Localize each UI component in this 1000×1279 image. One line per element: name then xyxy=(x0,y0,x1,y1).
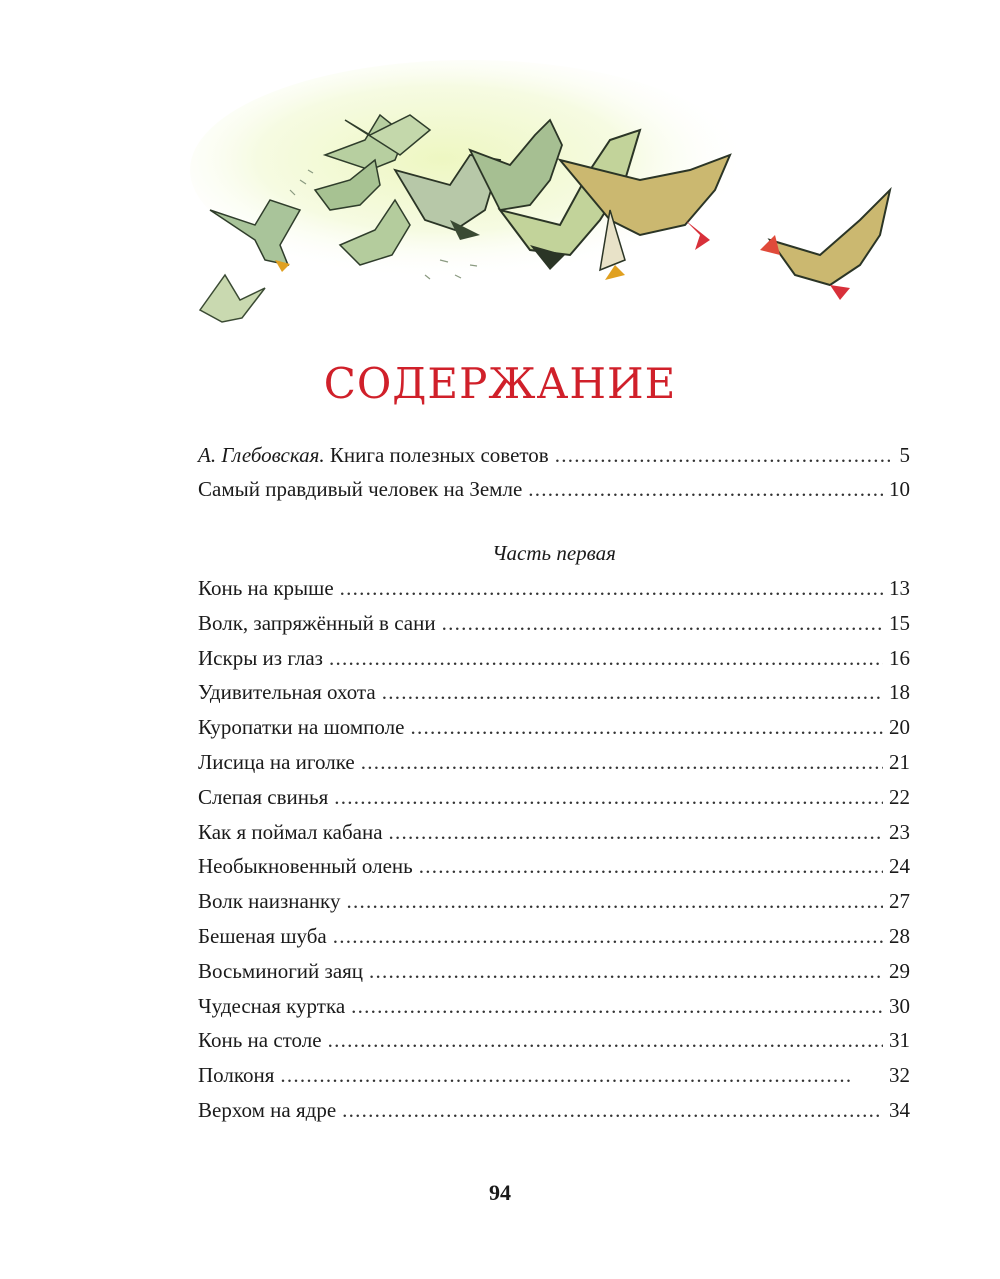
toc-entry-page: 28 xyxy=(889,924,910,948)
toc-entry-page: 27 xyxy=(889,889,910,914)
duck-icon xyxy=(760,190,890,300)
toc-entry-label: Волк наизнанку xyxy=(198,889,341,914)
toc-entry xyxy=(198,745,910,779)
toc-entry xyxy=(198,780,910,814)
toc-entry xyxy=(198,919,910,953)
toc-entry-page: 23 xyxy=(889,819,910,844)
toc-entry xyxy=(198,606,910,640)
page-number: 94 xyxy=(489,1180,511,1205)
toc-entry xyxy=(198,710,910,744)
toc-entry-intro-glebovskaya xyxy=(198,438,910,472)
toc-entry-label: Искры из глаз xyxy=(198,645,323,670)
toc-entry-page: 18 xyxy=(889,680,910,705)
toc-entry-page: 22 xyxy=(889,784,910,809)
toc-entry-page: 20 xyxy=(889,715,910,740)
toc-entry-label: Чудесная куртка xyxy=(198,993,346,1018)
toc-entry xyxy=(198,1058,910,1092)
toc-entry-label: Верхом на ядре xyxy=(198,1098,337,1122)
toc-entry-intro-truthful-man xyxy=(198,472,910,506)
dot-leader xyxy=(329,641,883,675)
toc-entry-page: 5 xyxy=(899,443,910,467)
dot-leader xyxy=(333,919,883,953)
dot-leader xyxy=(528,472,883,506)
small-bird-icon xyxy=(200,275,265,322)
toc-entry-page: 24 xyxy=(889,854,910,879)
toc-entry-label: Лисица на иголке xyxy=(198,750,355,774)
toc-entry xyxy=(198,1093,910,1127)
toc-entry xyxy=(198,641,910,675)
toc-entry-label: Полконя xyxy=(198,1063,275,1088)
toc-entry-page: 16 xyxy=(889,645,910,670)
flying-ducks-illustration xyxy=(170,60,910,340)
toc-entry-page: 30 xyxy=(889,993,910,1018)
toc-entry-label: Конь на крыше xyxy=(198,576,334,600)
dot-leader xyxy=(351,989,883,1023)
toc-entry-label: Необыкновенный олень xyxy=(198,854,413,879)
part-heading: Часть первая xyxy=(492,541,616,565)
toc-entry-label: Бешеная шуба xyxy=(198,924,327,948)
dot-leader xyxy=(340,571,883,605)
dot-leader xyxy=(555,438,890,472)
dot-leader xyxy=(410,710,883,744)
dot-leader xyxy=(369,954,883,988)
toc-entry-page: 15 xyxy=(889,610,910,635)
dot-leader xyxy=(328,1023,883,1057)
dot-leader xyxy=(280,1058,883,1092)
toc-entry-page: 29 xyxy=(889,958,910,983)
toc-entry xyxy=(198,884,910,918)
toc-entry-label: Книга полезных советов xyxy=(324,443,549,467)
toc-entry-page: 10 xyxy=(889,477,910,501)
toc-entry-page: 21 xyxy=(889,750,910,774)
toc-entry xyxy=(198,849,910,883)
toc-entry-label: Как я поймал кабана xyxy=(198,819,383,844)
toc-entry-page: 32 xyxy=(889,1063,910,1088)
toc-entry xyxy=(198,675,910,709)
toc-entry-label: Слепая свинья xyxy=(198,784,329,809)
dot-leader xyxy=(389,815,883,849)
toc-entry-page: 31 xyxy=(889,1028,910,1053)
page-title: СОДЕРЖАНИЕ xyxy=(323,359,677,408)
toc-entry xyxy=(198,815,910,849)
toc-entry-label: Восьминогий заяц xyxy=(198,958,364,983)
toc-entry xyxy=(198,1023,910,1057)
dot-leader xyxy=(442,606,883,640)
toc-entry-label: Конь на столе xyxy=(198,1028,322,1053)
toc-entry xyxy=(198,954,910,988)
toc-entry-label: Самый правдивый человек на Земле xyxy=(198,477,523,501)
toc-entry-author: А. Глебовская. xyxy=(198,443,325,467)
dot-leader xyxy=(382,675,883,709)
toc-entry-label: Удивительная охота xyxy=(198,680,376,705)
dot-leader xyxy=(419,849,883,883)
toc-entry-label: Волк, запряжённый в сани xyxy=(198,610,436,635)
toc-entry-label: Куропатки на шомполе xyxy=(198,715,405,740)
dot-leader xyxy=(334,780,883,814)
toc-entry xyxy=(198,989,910,1023)
dot-leader xyxy=(346,884,883,918)
toc-entry-page: 13 xyxy=(889,576,910,600)
dot-leader xyxy=(342,1093,883,1127)
dot-leader xyxy=(361,745,883,779)
toc-entry-page: 34 xyxy=(889,1098,910,1122)
toc-entry xyxy=(198,571,910,605)
